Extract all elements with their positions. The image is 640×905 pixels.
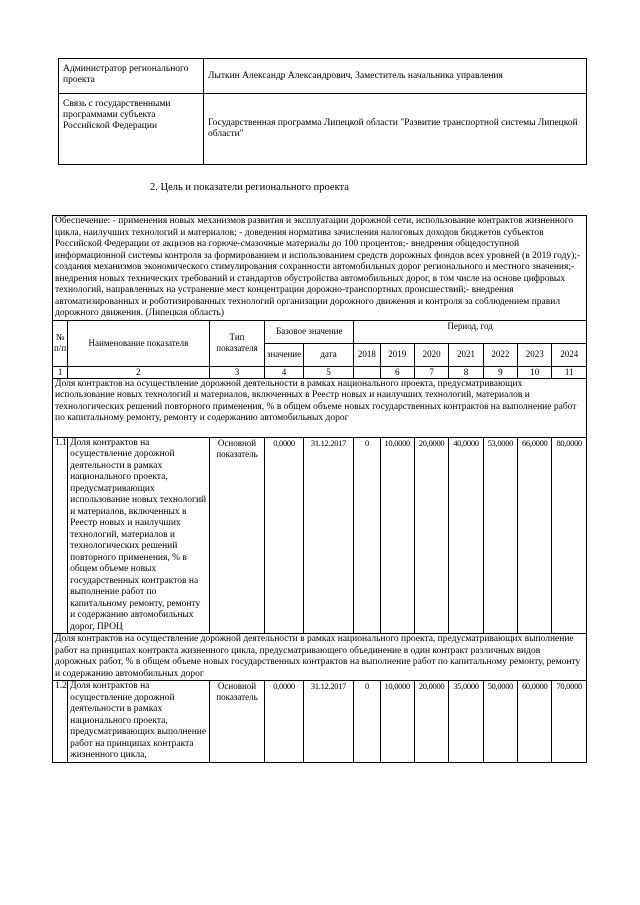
year-value: 10,0000 — [380, 437, 414, 634]
header-year: 2019 — [380, 343, 414, 366]
header-year: 2024 — [552, 343, 587, 366]
year-value: 20,0000 — [414, 437, 448, 634]
indicator-name: Доля контрактов на осуществление дорожной деятельности в рамках национального проекта, предусматривающих использование новых технологий и материалов, включенных в Реестр новых и наилучших технологий, материалов и технологических решений повторного применения, % в общем объеме новых государственных контрактов на выполнение работ по капитальному ремонту, ремонту и содержанию автомобильных дорог, ПРОЦ — [68, 437, 210, 634]
table-row — [53, 681, 587, 763]
column-number: 10 — [518, 366, 552, 378]
column-number: 11 — [552, 366, 587, 378]
header-name: Наименование показателя — [68, 320, 210, 366]
header-year: 2023 — [518, 343, 552, 366]
year-value: 60,0000 — [518, 681, 552, 763]
project-info-table — [58, 58, 587, 165]
year-value: 80,0000 — [552, 437, 587, 634]
column-number: 1 — [53, 366, 68, 378]
header-period: Период, год — [354, 320, 587, 343]
header-year: 2020 — [414, 343, 448, 366]
column-number: 3 — [209, 366, 265, 378]
year-value: 50,0000 — [483, 681, 517, 763]
header-base: Базовое значение — [265, 320, 354, 343]
year-value: 53,0000 — [483, 437, 517, 634]
goal-text: Обеспечение: - применения новых механизмов развития и эксплуатации дорожной сети, использование контрактов жизненного цикла, наилучших технологий и материалов; - доведения норматива зачисления налоговых доходов бюджетов субъектов Российской Федерации от акцизов на горюче-смазочные материалы до 100 процентов;- внедрения общедоступной информационной системы контроля за формированием и использованием средств дорожных фондов всех уровней (в 2019 году);- создания механизмов экономического стимулирования сохранности автомобильных дорог регионального и местного значения;- внедрения новых технических требований и стандартов обустройства автомобильных дорог, в том числе на основе цифровых технологий, направленных на устранение мест концентрации дорожно-транспортных происшествий;- внедрения автоматизированных и роботизированных технологий организации дорожного движения и контроля за соблюдением правил дорожного движения. (Липецкая область) — [53, 216, 587, 321]
year-value: 35,0000 — [449, 681, 483, 763]
header-type: Тип показателя — [209, 320, 265, 366]
year-value: 0 — [354, 437, 380, 634]
column-number: 8 — [449, 366, 483, 378]
info-value: Государственная программа Липецкой области "Развитие транспортной системы Липецкой области" — [204, 94, 587, 165]
header-year: 2022 — [483, 343, 517, 366]
column-number: 7 — [414, 366, 448, 378]
header-row — [53, 320, 587, 343]
indicator-group-row — [53, 634, 587, 681]
column-number: 2 — [68, 366, 210, 378]
indicator-group-row — [53, 378, 587, 437]
column-number-row — [53, 366, 587, 378]
base-date: 31.12.2017 — [303, 681, 354, 763]
year-value: 66,0000 — [518, 437, 552, 634]
year-value: 0 — [354, 681, 380, 763]
indicator-group-text: Доля контрактов на осуществление дорожной деятельности в рамках национального проекта, предусматривающих выполнение работ на принципах контракта жизненного цикла, предусматривающего объединение в один контракт различных видов дорожных работ, % в общем объеме новых государственных контрактов на выполнение работ по капитальному ремонту, ремонту и содержанию автомобильных дорог — [53, 634, 587, 681]
header-base-value: значение — [265, 343, 303, 366]
indicator-name: Доля контрактов на осуществление дорожной деятельности в рамках национального проекта, предусматривающих выполнение работ на принципах контракта жизненного цикла, — [68, 681, 210, 763]
section-title: 2. Цель и показатели регионального проекта — [150, 182, 349, 193]
indicator-type: Основной показатель — [209, 437, 265, 634]
year-value: 20,0000 — [414, 681, 448, 763]
header-base-date: дата — [303, 343, 354, 366]
column-number: 5 — [303, 366, 354, 378]
year-value: 70,0000 — [552, 681, 587, 763]
indicator-num: 1.2 — [53, 681, 68, 763]
info-label: Связь с государственными программами субъекта Российской Федерации — [59, 94, 204, 165]
table-row — [53, 437, 587, 634]
header-num: № п/п — [53, 320, 68, 366]
indicator-type: Основной показатель — [209, 681, 265, 763]
year-value: 40,0000 — [449, 437, 483, 634]
base-value: 0,0000 — [265, 437, 303, 634]
header-year: 2021 — [449, 343, 483, 366]
indicators-table — [52, 215, 587, 763]
column-number: 9 — [483, 366, 517, 378]
year-value: 10,0000 — [380, 681, 414, 763]
base-value: 0,0000 — [265, 681, 303, 763]
info-label: Администратор регионального проекта — [59, 59, 204, 94]
project-info-row — [59, 94, 587, 165]
column-number — [354, 366, 380, 378]
goal-row — [53, 216, 587, 321]
indicator-num: 1.1 — [53, 437, 68, 634]
column-number: 6 — [380, 366, 414, 378]
info-value: Лыткин Александр Александрович, Заместитель начальника управления — [204, 59, 587, 94]
project-info-row — [59, 59, 587, 94]
header-year: 2018 — [354, 343, 380, 366]
indicator-group-text: Доля контрактов на осуществление дорожной деятельности в рамках национального проекта, предусматривающих использование новых технологий и материалов, включенных в Реестр новых и наилучших технологий, материалов и технологических решений повторного применения, % в общем объеме новых государственных контрактов на выполнение работ по капитальному ремонту, ремонту и содержанию автомобильных дорог — [53, 378, 587, 437]
base-date: 31.12.2017 — [303, 437, 354, 634]
column-number: 4 — [265, 366, 303, 378]
